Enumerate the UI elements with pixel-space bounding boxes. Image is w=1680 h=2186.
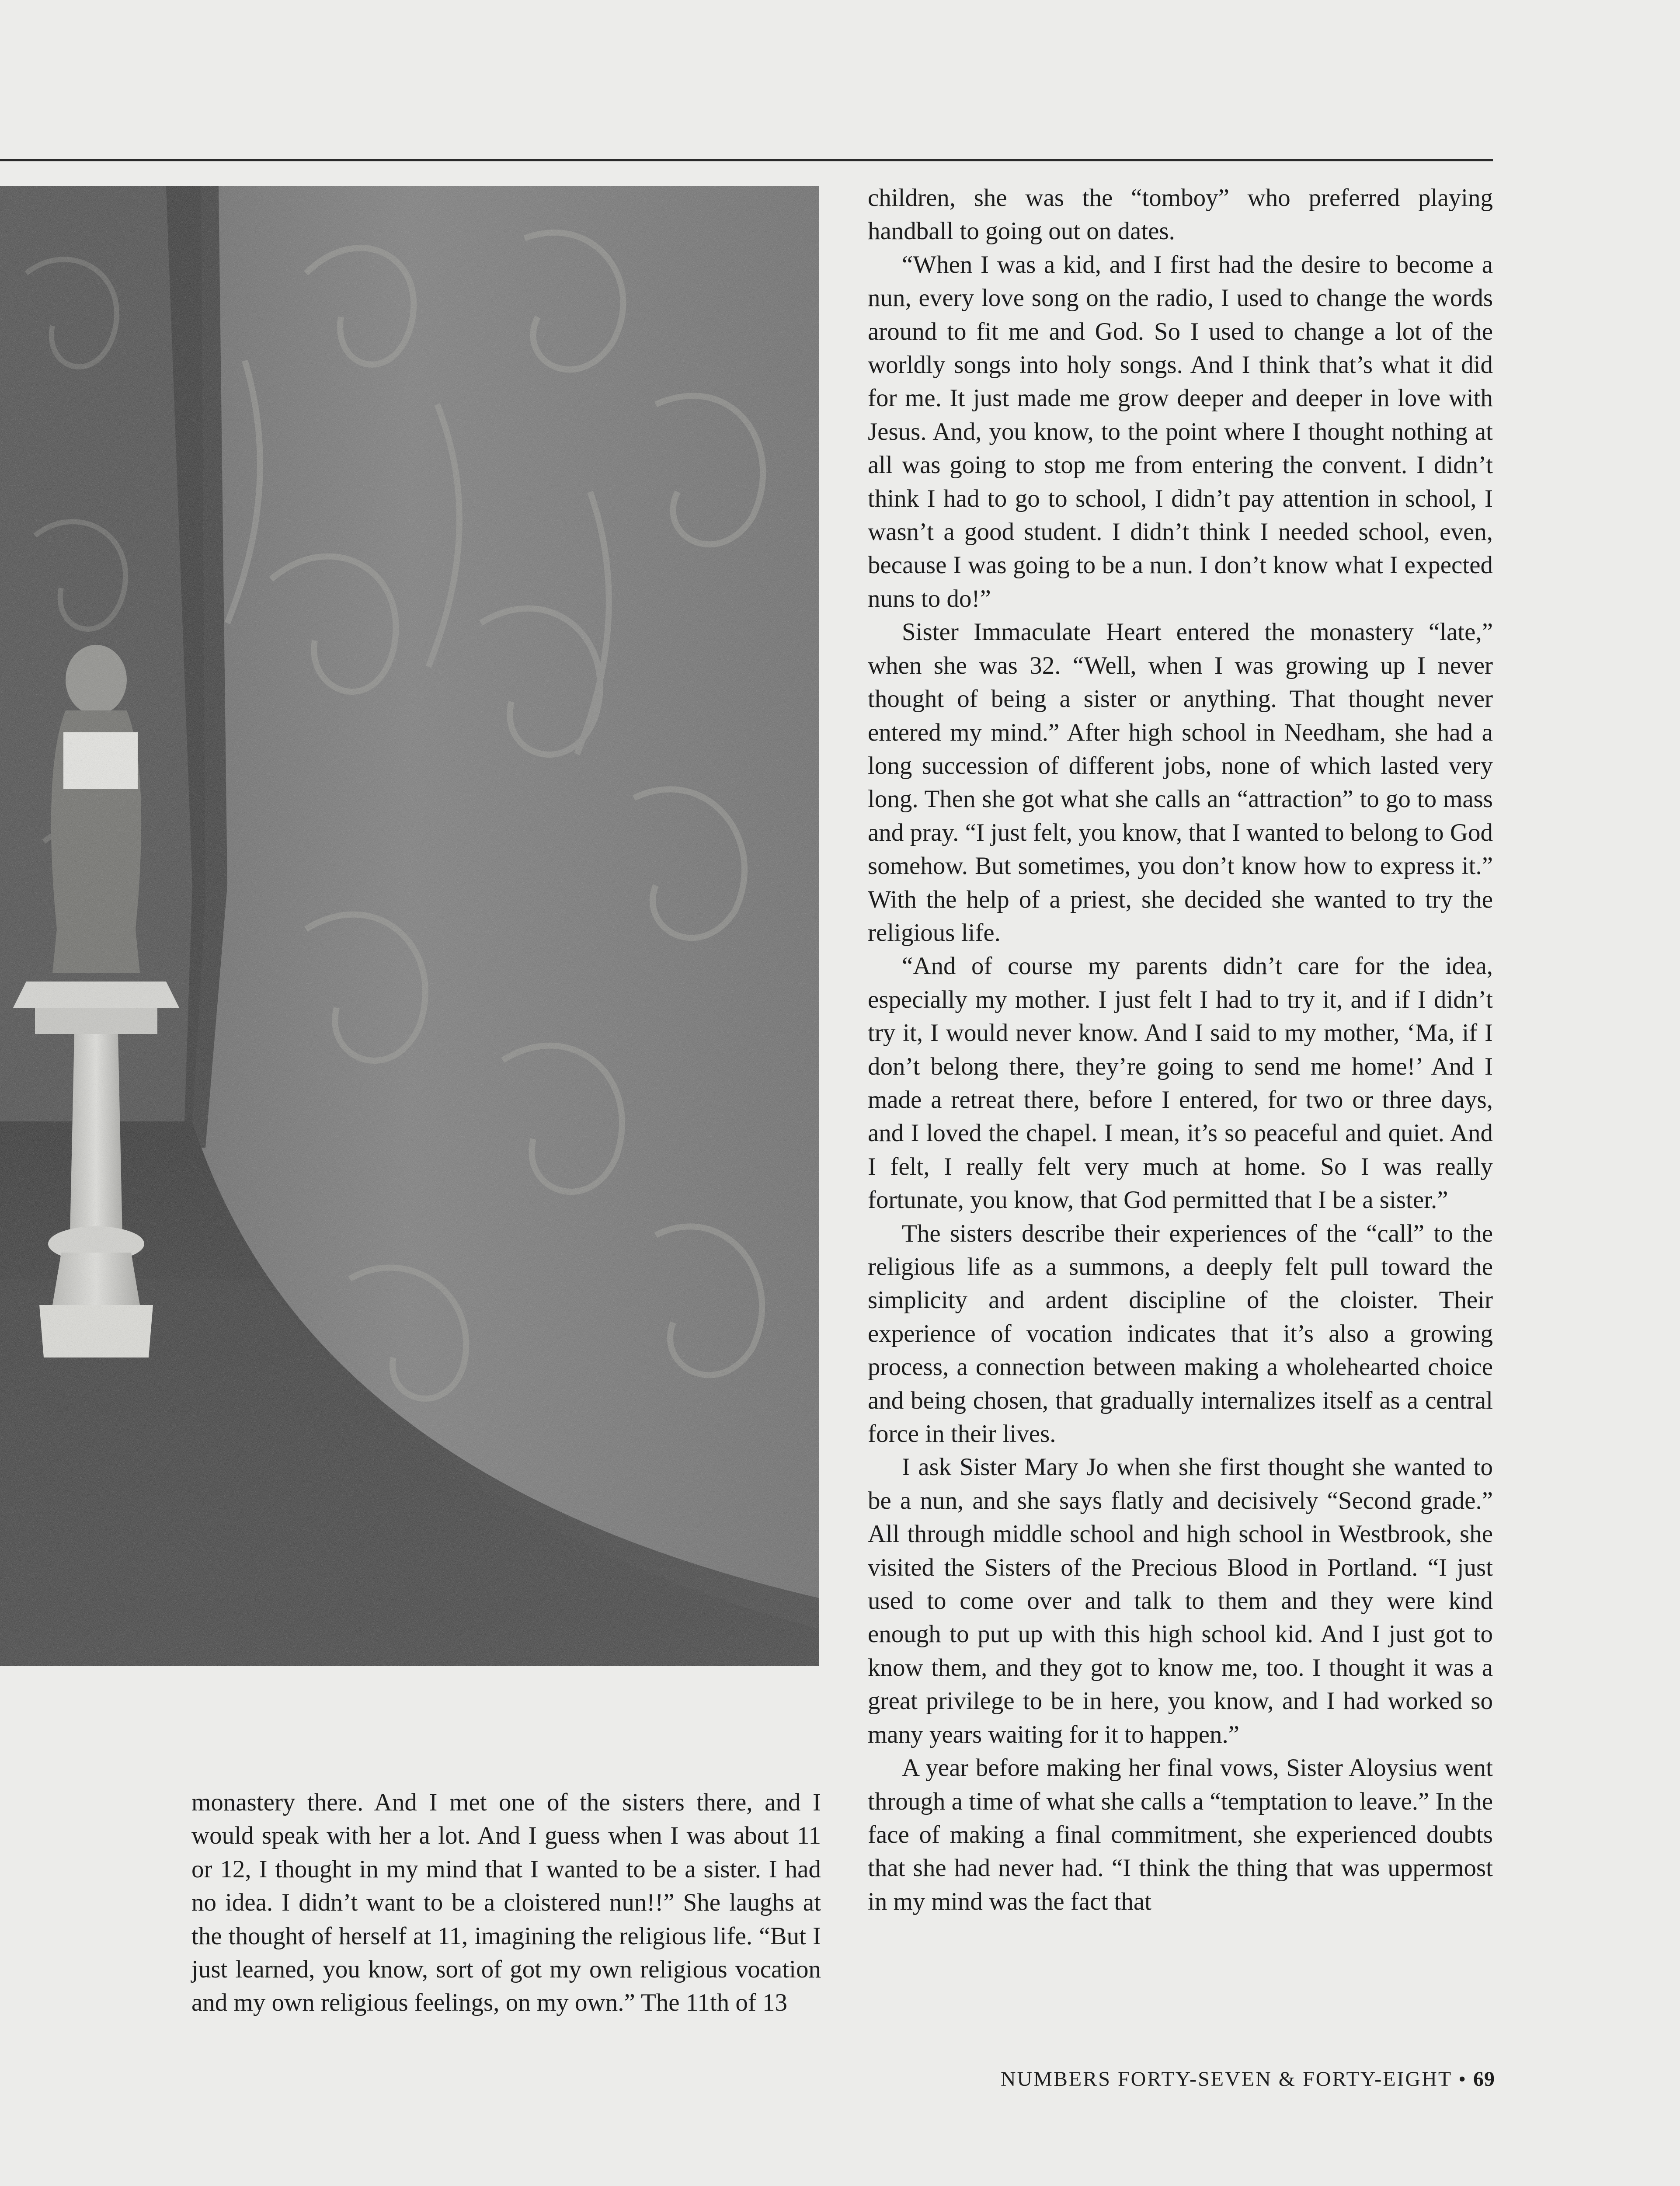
- paragraph: “And of course my parents didn’t care for the idea, especially my mother. I just felt I had to try it, and if I didn’t try it, I would never know. And I said to my mother, ‘Ma, if I don’t belong there, they’re going to send me home!’ And I made a retreat there, before I entered, for two or three days, and I loved the chapel. I mean, it’s so peaceful and quiet. And I felt, I really felt very much at home. So I was really fortunate, you know, that God permitted that I be a sister.”: [868, 952, 1493, 1214]
- paragraph: “When I was a kid, and I first had the desire to become a nun, every love song on the radio, I used to change the words around to fit me and God. So I used to change a lot of the worldly songs into holy songs. And I think that’s what it did for me. It just made me grow deeper and deeper in love with Jesus. And, you know, to the point where I thought nothing at all was going to stop me from entering the convent. I didn’t think I had to go to school, I didn’t pay attention in school, I wasn’t a good student. I didn’t think I needed school, even, because I was going to be a nun. I don’t know what I expected nuns to do!”: [868, 251, 1493, 613]
- paragraph: The sisters describe their experiences of the “call” to the religious life as a summons, a deeply felt pull toward the simplicity and ardent discipline of the cloister. Their experience of vocation indicates that it’s also a growing process, a connection between making a wholehearted choice and being chosen, that gradually internalizes itself as a central force in their lives.: [868, 1219, 1493, 1448]
- footer-separator: •: [1458, 2068, 1467, 2091]
- photo-illustration: [0, 186, 819, 1666]
- paragraph: Sister Immaculate Heart entered the monastery “late,” when she was 32. “Well, when I was growing up I never thought of being a sister or anything. That thought never entered my mind.” After high school in Needham, she had a long succession of different jobs, none of which lasted very long. Then she got what she calls an “attraction” to go to mass and pray. “I just felt, you know, that I wanted to belong to God somehow. But sometimes, you don’t know how to express it.” With the help of a priest, she decided she wanted to try the religious life.: [868, 618, 1493, 947]
- paragraph: monastery there. And I met one of the sisters there, and I would speak with her a lot. And I guess when I was about 11 or 12, I thought in my mind that I wanted to be a sister. I had no idea. I didn’t want to be a cloistered nun!!” She laughs at the thought of herself at 11, imagining the religious life. “But I just learned, you know, sort of got my own religious vocation and my own religious feelings, on my own.” The 11th of 13: [191, 1789, 821, 2017]
- issue-title: NUMBERS FORTY-SEVEN & FORTY-EIGHT: [1000, 2068, 1453, 2091]
- page-footer: [896, 2067, 1495, 2091]
- header-rule: [0, 159, 1493, 161]
- article-column-left: [191, 1786, 821, 2020]
- paragraph: A year before making her final vows, Sister Aloysius went through a time of what she calls a “temptation to leave.” In the face of making a final commitment, she experienced doubts that she had never had. “I think the thing that was uppermost in my mind was the fact that: [868, 1754, 1493, 1915]
- paragraph: I ask Sister Mary Jo when she first thought she wanted to be a nun, and she says flatly and decisively “Second grade.” All through middle school and high school in Westbrook, she visited the Sisters of the Precious Blood in Portland. “I just used to come over and talk to them and they were kind enough to put up with this high school kid. And I just got to know them, and they got to know me, too. I thought it was a great privilege to be in here, you know, and I had worked so many years waiting for it to happen.”: [868, 1453, 1493, 1748]
- paragraph: children, she was the “tomboy” who preferred playing handball to going out on dates.: [868, 184, 1493, 245]
- page-number: 69: [1473, 2068, 1495, 2091]
- photograph-statue-and-wall: [0, 186, 819, 1666]
- article-column-right: [868, 181, 1493, 1918]
